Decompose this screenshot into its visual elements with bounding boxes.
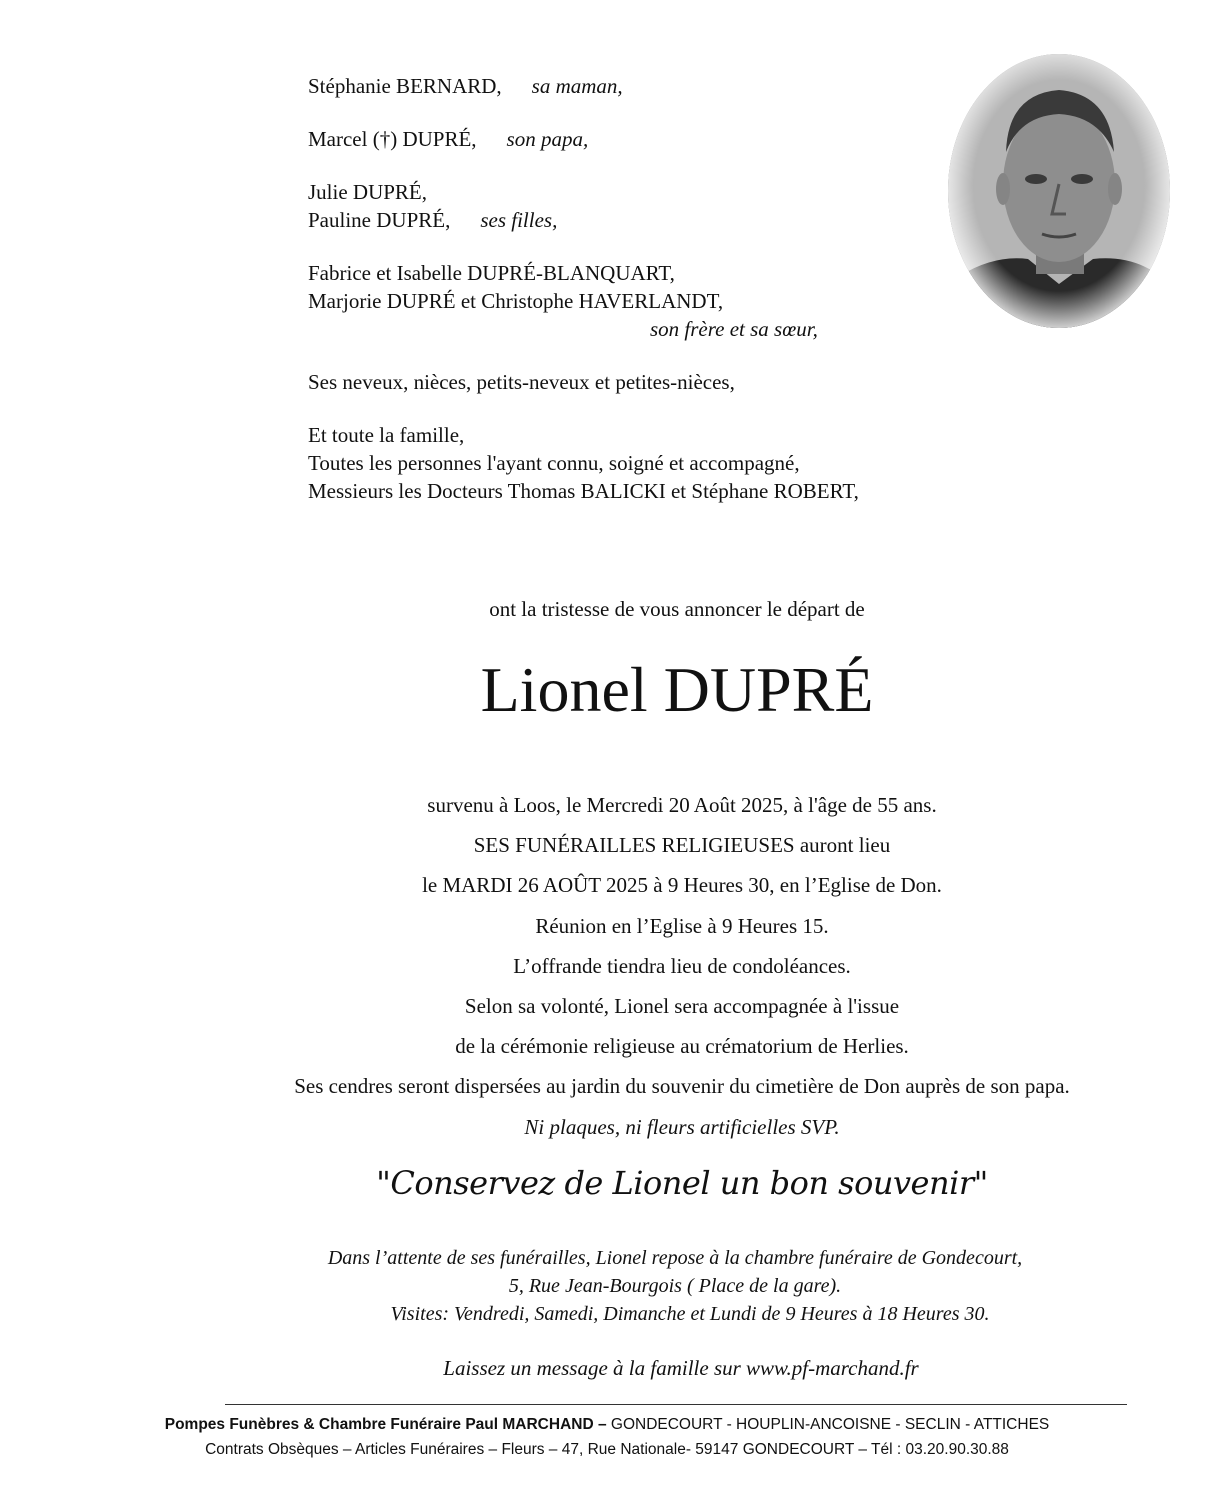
siblings-relation: son frère et sa sœur,: [650, 317, 818, 341]
family-group-siblings: [308, 259, 948, 343]
detail-line: survenu à Loos, le Mercredi 20 Août 2025, à l'âge de 55 ans.: [427, 793, 937, 817]
family-name: Stéphanie BERNARD,: [308, 74, 502, 98]
family-name: Fabrice et Isabelle DUPRÉ-BLANQUART,: [308, 261, 675, 285]
family-relation: son papa,: [506, 127, 589, 151]
detail-line: Ses cendres seront dispersées au jardin du souvenir du cimetière de Don auprès de son papa.: [294, 1074, 1070, 1099]
family-relation: sa maman,: [531, 74, 623, 98]
deceased-name: Lionel DUPRÉ: [480, 654, 874, 725]
family-name: Messieurs les Docteurs Thomas BALICKI et Stéphane ROBERT,: [308, 479, 859, 503]
family-line: [308, 477, 948, 505]
family-line: [308, 421, 948, 449]
company-name: Pompes Funèbres & Chambre Funéraire Paul MARCHAND –: [164, 1416, 607, 1433]
visiting-hours: Visites: Vendredi, Samedi, Dimanche et Lundi de 9 Heures à 18 Heures 30.: [390, 1303, 990, 1325]
detail-line: SES FUNÉRAILLES RELIGIEUSES auront lieu: [473, 833, 891, 858]
family-line: [308, 287, 948, 315]
footer-divider: [225, 1404, 1127, 1405]
family-line: [308, 368, 948, 396]
funeral-details: [0, 790, 1214, 1152]
footer-company-line: [0, 1412, 1214, 1437]
detail-line: Réunion en l’Eglise à 9 Heures 15.: [535, 913, 829, 938]
rest-info-address: 5, Rue Jean-Bourgois ( Place de la gare).: [508, 1275, 842, 1297]
detail-line: Selon sa volonté, Lionel sera accompagnée à l'issue: [464, 993, 900, 1018]
family-name: Pauline DUPRÉ,: [308, 208, 451, 232]
portrait-photo: [948, 54, 1170, 328]
family-group-others: [308, 421, 948, 505]
family-group-nephews: [308, 368, 948, 396]
family-line: [308, 449, 948, 477]
family-group-mother: [308, 72, 948, 100]
company-locations: GONDECOURT - HOUPLIN-ANCOISNE - SECLIN - ATTICHES: [606, 1416, 1050, 1433]
family-line: [308, 206, 948, 234]
family-list: [308, 72, 948, 530]
rest-info: [0, 1244, 1214, 1328]
rest-info-line: Dans l’attente de ses funérailles, Lionel repose à la chambre funéraire de Gondecourt,: [327, 1247, 1023, 1269]
detail-line: le MARDI 26 AOÛT 2025 à 9 Heures 30, en l’Eglise de Don.: [422, 873, 942, 898]
family-group-father: [308, 125, 948, 153]
announcement: ont la tristesse de vous annoncer le départ de: [489, 597, 865, 621]
footer: [0, 1412, 1214, 1462]
family-name: Ses neveux, nièces, petits-neveux et petites-nièces,: [308, 370, 735, 394]
portrait-icon: [948, 54, 1170, 328]
memorial-motto: "Conservez de Lionel un bon souvenir": [376, 1164, 988, 1202]
flowers-note: Ni plaques, ni fleurs artificielles SVP.: [524, 1114, 840, 1139]
detail-line: de la cérémonie religieuse au crématorium de Herlies.: [455, 1034, 909, 1059]
family-name: Toutes les personnes l'ayant connu, soigné et accompagné,: [308, 451, 800, 475]
family-line: [308, 72, 948, 100]
website-message: Laissez un message à la famille sur www.pf-marchand.fr: [443, 1356, 919, 1380]
family-line: [308, 259, 948, 287]
family-relation: ses filles,: [480, 208, 558, 232]
family-line: [308, 125, 948, 153]
family-name: Julie DUPRÉ,: [308, 180, 428, 204]
family-line: [308, 178, 948, 206]
family-name: Marcel (†) DUPRÉ,: [308, 127, 477, 151]
footer-services: Contrats Obsèques – Articles Funéraires – Fleurs – 47, Rue Nationale- 59147 GONDECOURT – Tél : 03.20.90.30.88: [205, 1441, 1009, 1458]
family-group-daughters: [308, 178, 948, 234]
family-name: Marjorie DUPRÉ et Christophe HAVERLANDT,: [308, 289, 724, 313]
family-name: Et toute la famille,: [308, 423, 465, 447]
detail-line: L’offrande tiendra lieu de condoléances.: [513, 953, 851, 978]
